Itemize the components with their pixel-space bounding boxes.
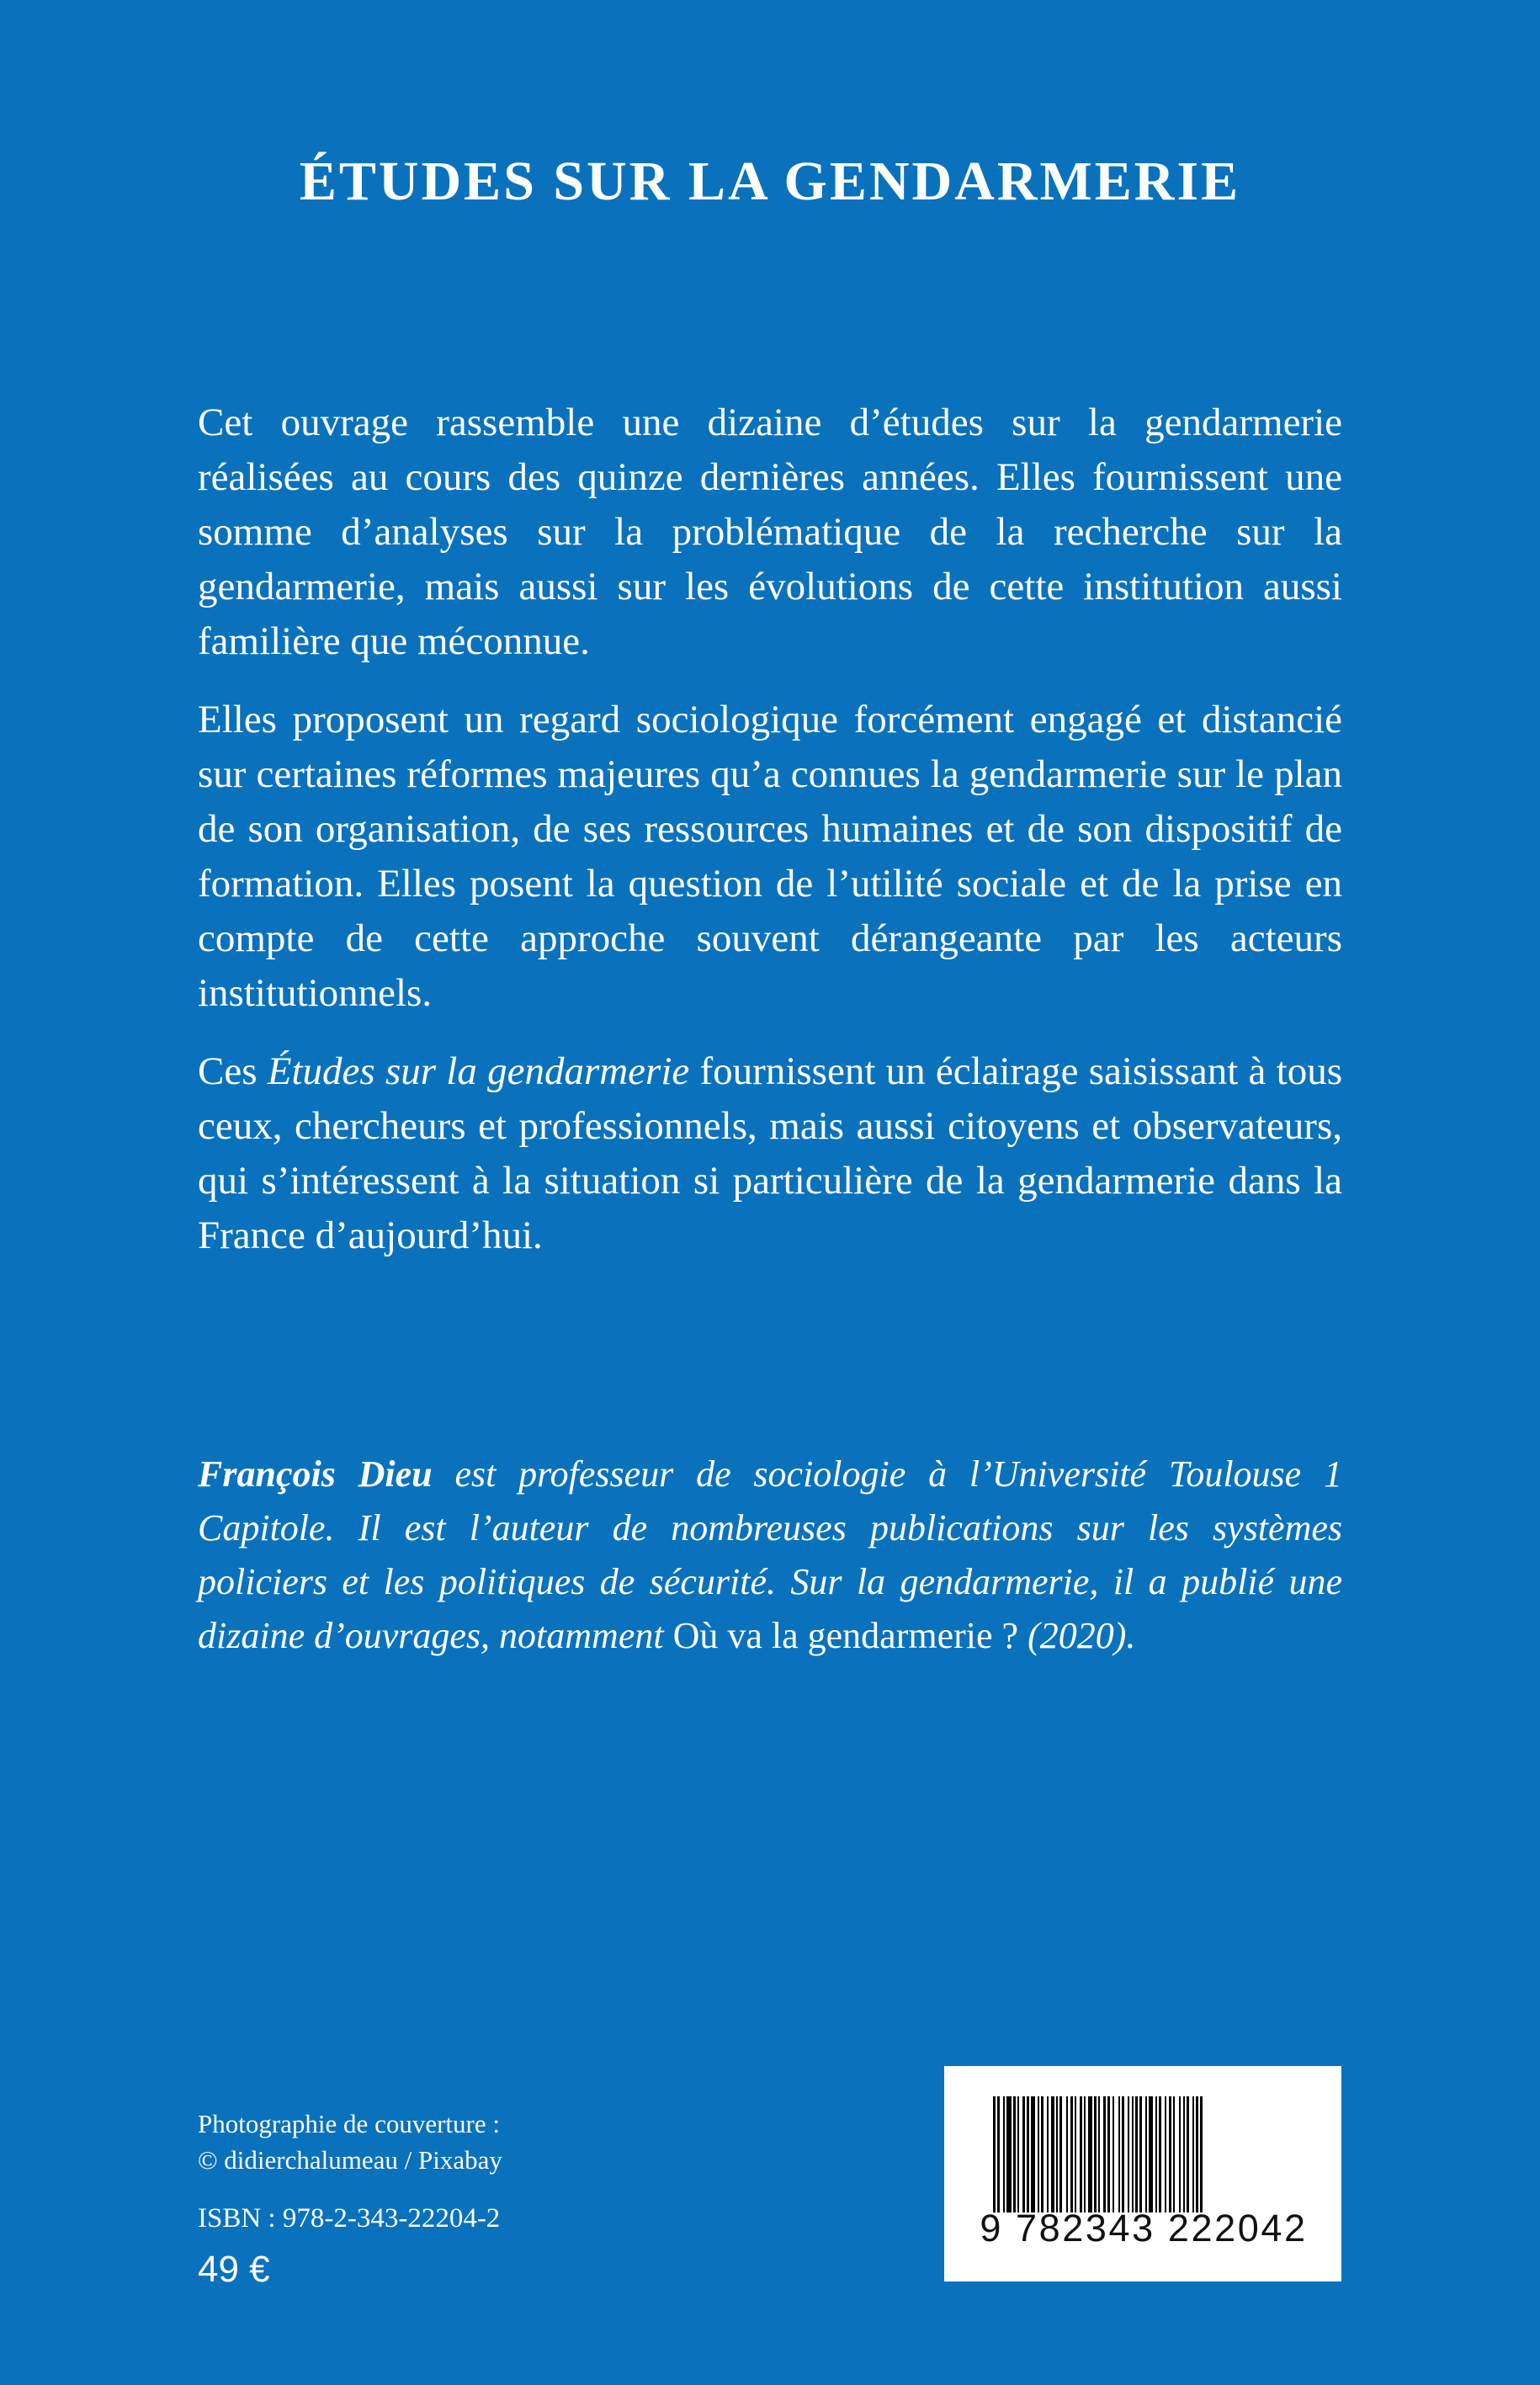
barcode-bar <box>1006 2096 1012 2212</box>
photo-credit-source: © didierchalumeau / Pixabay <box>198 2145 502 2175</box>
summary-paragraph: Elles proposent un regard sociologique forcément engagé et distancié sur certaines réformes majeures qu’a connues la gendarmerie sur le plan de son organisation, de ses ressources humaines et de son dispositif de formation. Elles posent la question de l’utilité sociale et de la prise en compte de cette approche souvent dérangeante par les acteurs institutionnels. <box>198 698 1342 1015</box>
barcode-bar <box>1179 2096 1181 2212</box>
barcode-bar <box>1139 2096 1142 2212</box>
barcode-bar <box>1022 2096 1025 2212</box>
barcode-bar <box>1122 2096 1124 2212</box>
barcode-bar <box>1155 2096 1157 2212</box>
barcode-bar <box>1098 2096 1100 2212</box>
barcode-bar <box>1003 2096 1005 2212</box>
barcode-bar <box>1051 2096 1054 2212</box>
photo-credit <box>198 2106 502 2178</box>
cited-book-title: Où va la gendarmerie ? <box>672 1615 1019 1656</box>
barcode-bar <box>1094 2096 1097 2212</box>
barcode-bar <box>997 2096 1000 2212</box>
summary-paragraph <box>198 1044 1342 1263</box>
photo-credit-label: Photographie de couverture : <box>198 2109 500 2138</box>
barcode-bar <box>1192 2096 1194 2212</box>
isbn: ISBN : 978-2-343-22204-2 <box>198 2203 501 2234</box>
book-title: ÉTUDES SUR LA GENDARMERIE <box>299 151 1241 212</box>
barcode-bar <box>1159 2096 1161 2212</box>
author-name: François Dieu <box>198 1453 433 1495</box>
barcode-bar <box>1135 2096 1138 2212</box>
barcode-bar <box>1059 2096 1062 2212</box>
barcode-bar <box>1128 2096 1129 2212</box>
barcode-bar <box>1165 2096 1166 2212</box>
book-title-reference: Études sur la gendarmerie <box>267 1049 690 1093</box>
author-bio-paragraph <box>198 1447 1342 1663</box>
barcode-bar <box>1017 2096 1019 2212</box>
barcode-bar <box>1107 2096 1110 2212</box>
barcode-bar <box>1088 2096 1092 2212</box>
barcode-bar <box>1075 2096 1076 2212</box>
barcode-bar <box>1173 2096 1175 2212</box>
cited-book-year: (2020). <box>1028 1615 1136 1656</box>
barcode-bar <box>1056 2096 1058 2212</box>
barcode-bar <box>1041 2096 1043 2212</box>
barcode-bar <box>1149 2096 1153 2212</box>
barcode-bars <box>993 2096 1294 2212</box>
barcode-bar <box>1080 2096 1082 2212</box>
barcode-bar <box>1196 2096 1198 2212</box>
author-bio-text: est professeur de sociologie à l’Université Toulouse 1 Capitole. Il est l’auteur de nombreuses publications sur les systèmes policiers et les politiques de sécurité. Sur la gendarmerie, il a publié une dizaine d’ouvrages, notamment <box>198 1453 1343 1656</box>
barcode-bar <box>993 2096 996 2212</box>
barcode-bar <box>1113 2096 1114 2212</box>
barcode-bar <box>1103 2096 1106 2212</box>
barcode-bar <box>1070 2096 1073 2212</box>
price: 49 € <box>198 2249 270 2290</box>
barcode-bar <box>1084 2096 1086 2212</box>
barcode-bar <box>1132 2096 1134 2212</box>
barcode-bar <box>1187 2096 1189 2212</box>
barcode-bar <box>1027 2096 1029 2212</box>
barcode-bar <box>1066 2096 1068 2212</box>
author-bio <box>198 1447 1342 1663</box>
summary-text: Ces <box>198 1049 258 1093</box>
barcode <box>944 2066 1341 2281</box>
barcode-bar <box>1145 2096 1147 2212</box>
barcode-bar <box>1013 2096 1016 2212</box>
barcode-bar <box>1038 2096 1039 2212</box>
barcode-bar <box>1200 2096 1203 2212</box>
summary-text: fournissent un éclairage saisissant à tous ceux, chercheurs et professionnels, mais aussi citoyens et observateurs, qui s’intéressent à la situation si particulière de la gendarmerie dans la France d’aujourd’hui. <box>198 1049 1343 1257</box>
barcode-bar <box>1118 2096 1120 2212</box>
barcode-number: 9 782343 222042 <box>980 2207 1308 2250</box>
barcode-bar <box>1031 2096 1035 2212</box>
summary-paragraph: Cet ouvrage rassemble une dizaine d’études sur la gendarmerie réalisées au cours des quinze dernières années. Elles fournissent une somme d’analyses sur la problématique de la recherche sur la gendarmerie, mais aussi sur les évolutions de cette institution aussi familière que méconnue. <box>198 401 1342 663</box>
barcode-bar <box>1047 2096 1049 2212</box>
book-summary <box>198 396 1342 1287</box>
barcode-bar <box>1183 2096 1185 2212</box>
barcode-bar <box>1169 2096 1171 2212</box>
